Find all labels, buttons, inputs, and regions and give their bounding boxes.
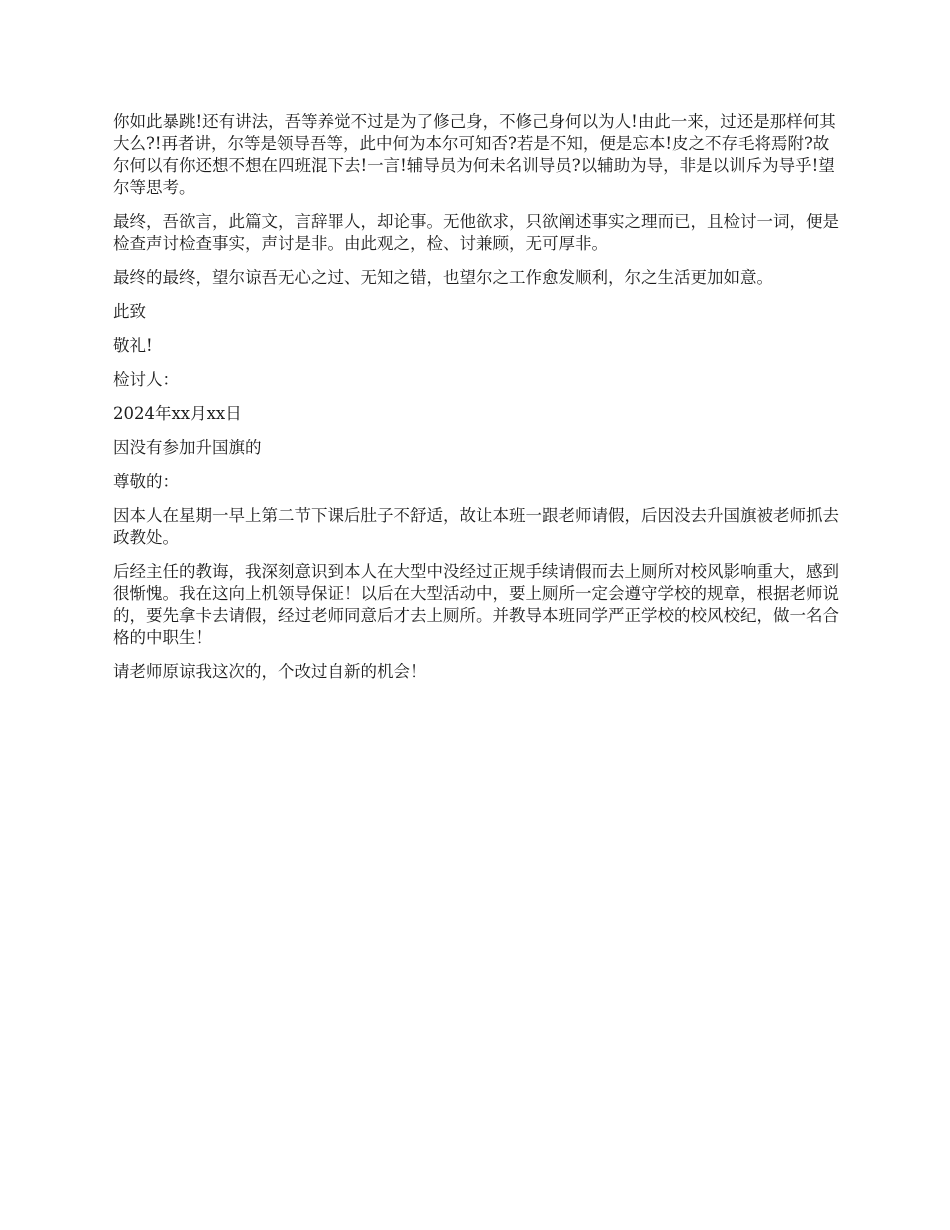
paragraph-incident: 因本人在星期一早上第二节下课后肚子不舒适，故让本班一跟老师请假，后因没去升国旗被老师抓去政教处。 (113, 506, 839, 547)
paragraph-argument: 你如此暴跳!还有讲法，吾等养觉不过是为了修己身，不修己身何以为人!由此一来，过还是那样何其大么?!再者讲，尔等是领导吾等，此中何为本尔可知否?若是不知，便是忘本!皮之不存毛将焉附?故尔何以有你还想不想在四班混下去!一言!辅导员为何未名训导员?以辅助为导，非是以训斥为导乎!望尔等思考。 (113, 112, 836, 197)
signature-label: 检讨人： (113, 370, 179, 389)
paragraph-apology: 请老师原谅我这次的，个改过自新的机会！ (113, 662, 427, 681)
date-line: 2024年xx月xx日 (113, 404, 242, 423)
salutation: 尊敬的： (113, 472, 179, 491)
paragraph-final-wish: 最终的最终，望尔谅吾无心之过、无知之错，也望尔之工作愈发顺利，尔之生活更加如意。 (113, 268, 773, 287)
document-body (113, 111, 841, 695)
paragraph-conclusion: 最终，吾欲言，此篇文，言辞罪人，却论事。无他欲求，只欲阐述事实之理而已，且检讨一词，便是检查声讨检查事实，声讨是非。由此观之，检、讨兼顾，无可厚非。 (113, 212, 839, 253)
closing-jingli: 敬礼! (113, 336, 153, 355)
paragraph-reflection: 后经主任的教诲，我深刻意识到本人在大型中没经过正规手续请假而去上厕所对校风影响重大，感到很惭愧。我在这向上机领导保证！以后在大型活动中，要上厕所一定会遵守学校的规章，根据老师说的，要先拿卡去请假，经过老师同意后才去上厕所。并教导本班同学严正学校的校风校纪，做一名合格的中职生！ (113, 562, 839, 647)
second-letter-title: 因没有参加升国旗的 (113, 438, 262, 457)
closing-cizhi: 此致 (113, 302, 146, 321)
